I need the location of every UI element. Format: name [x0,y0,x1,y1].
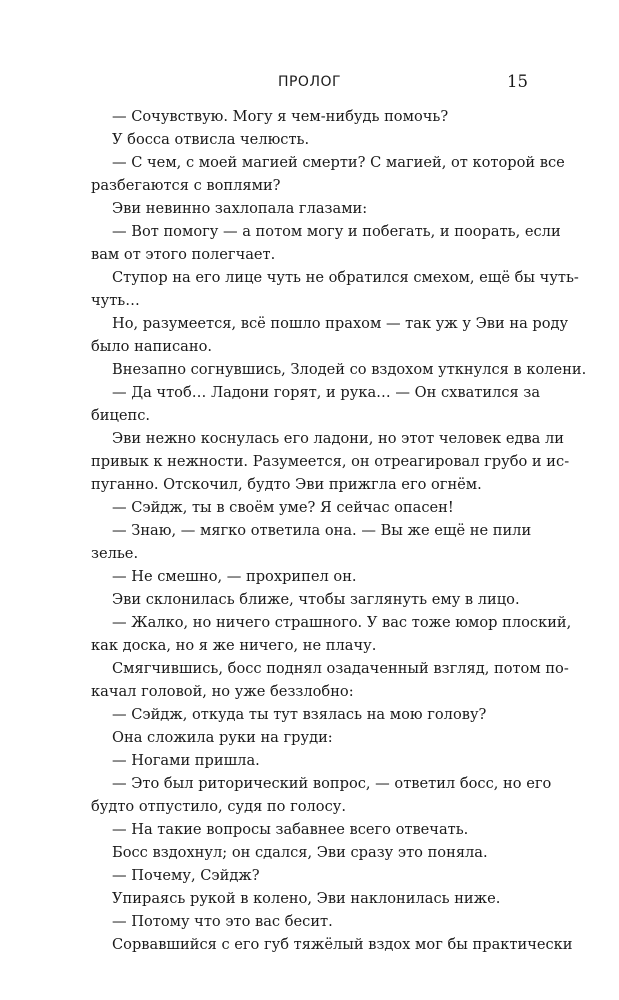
text-line: — Сэйдж, откуда ты тут взялась на мою голову? [112,706,487,723]
text-line: чуть… [91,292,140,309]
text-line: — Не смешно, — прохрипел он. [112,568,357,585]
text-line: Босс вздохнул; он сдался, Эви сразу это поняла. [112,844,488,861]
text-line: У босса отвисла челюсть. [112,131,310,148]
text-line: — Это был риторический вопрос, — ответил босс, но его [112,775,552,792]
text-line: зелье. [91,545,139,562]
text-line: вам от этого полегчает. [91,246,276,263]
chapter-title: ПРОЛОГ [277,74,342,90]
text-line: — Да чтоб… Ладони горят, и рука… — Он схватился за [112,384,541,401]
text-line: — С чем, с моей магией смерти? С магией, от которой все [112,154,565,171]
text-line: — Почему, Сэйдж? [112,867,260,884]
text-line: Но, разумеется, всё пошло прахом — так уж у Эви на роду [112,315,569,332]
text-line: — Ногами пришла. [112,752,260,769]
text-line: пуганно. Отскочил, будто Эви прижгла его огнём. [91,476,482,493]
text-line: — Потому что это вас бесит. [112,913,333,930]
text-line: — Знаю, — мягко ответила она. — Вы же ещё не пили [112,522,532,539]
body-text [91,105,587,956]
running-head [91,70,528,94]
text-line: — Сэйдж, ты в своём уме? Я сейчас опасен! [112,499,454,516]
text-line: — Жалко, но ничего страшного. У вас тоже юмор плоский, [112,614,572,631]
text-line: будто отпустило, судя по голосу. [91,798,346,815]
text-line: привык к нежности. Разумеется, он отреагировал грубо и ис- [91,453,570,470]
text-line: качал головой, но уже беззлобно: [91,683,354,700]
text-line: Внезапно согнувшись, Злодей со вздохом уткнулся в колени. [112,361,587,378]
text-line: Упираясь рукой в колено, Эви наклонилась ниже. [112,890,501,907]
text-line: Ступор на его лице чуть не обратился смехом, ещё бы чуть- [112,269,579,286]
text-line: бицепс. [91,407,151,424]
text-line: — На такие вопросы забавнее всего отвечать. [112,821,469,838]
text-line: Сорвавшийся с его губ тяжёлый вздох мог бы практически [112,936,573,953]
text-line: Смягчившись, босс поднял озадаченный взгляд, потом по- [112,660,569,677]
text-line: Эви нежно коснулась его ладони, но этот человек едва ли [112,430,565,447]
text-line: Эви склонилась ближе, чтобы заглянуть ему в лицо. [112,591,520,608]
text-line: как доска, но я же ничего, не плачу. [91,637,377,654]
text-line: было написано. [91,338,213,355]
text-line: Она сложила руки на груди: [112,729,333,746]
page-number: 15 [507,72,528,91]
text-line: разбегаются с воплями? [91,177,281,194]
text-line: — Вот помогу — а потом могу и побегать, и поорать, если [112,223,561,240]
text-line: Эви невинно захлопала глазами: [112,200,368,217]
text-line: — Сочувствую. Могу я чем-нибудь помочь? [112,108,449,125]
